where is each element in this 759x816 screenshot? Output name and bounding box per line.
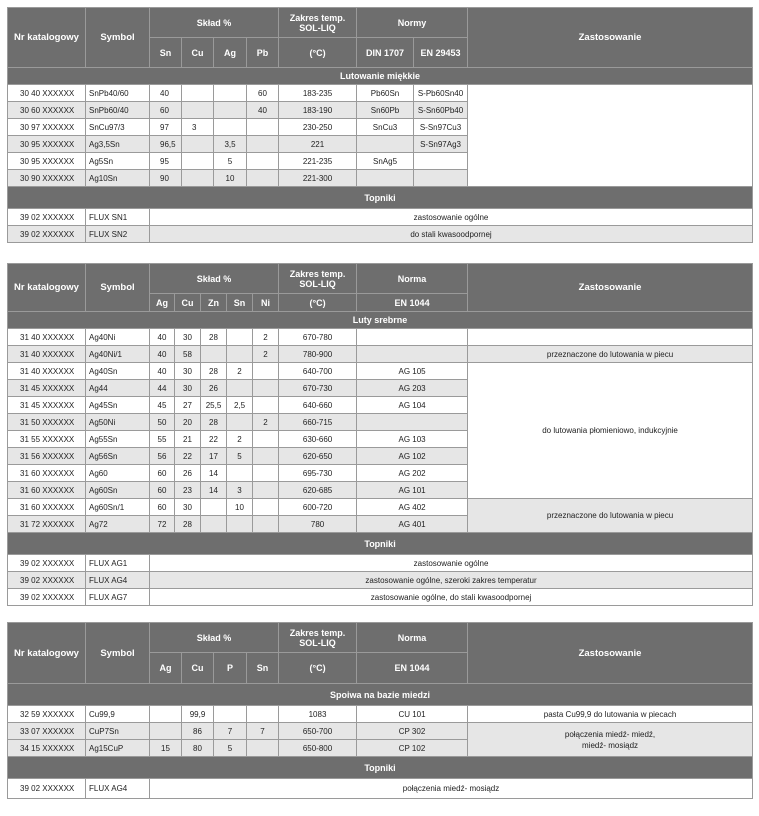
cell-temp: 695-730	[279, 465, 357, 482]
cell-use: zastosowanie ogólne, szeroki zakres temperatur	[150, 572, 753, 589]
cell-symbol: Cu99,9	[86, 706, 150, 723]
cell-norm: AG 101	[357, 482, 468, 499]
cell-norm	[357, 346, 468, 363]
cell-nr: 31 60 XXXXXX	[8, 482, 86, 499]
cell-nr: 31 45 XXXXXX	[8, 380, 86, 397]
cell-nr: 31 72 XXXXXX	[8, 516, 86, 533]
cell-temp: 230-250	[279, 119, 357, 136]
cell-symbol: SnPb40/60	[86, 85, 150, 102]
silver-solder-table	[7, 263, 753, 606]
cell-temp: 221-300	[279, 170, 357, 187]
cell-nr: 30 90 XXXXXX	[8, 170, 86, 187]
cell-value	[253, 448, 279, 465]
cell-norm: AG 203	[357, 380, 468, 397]
cell-symbol: Ag45Sn	[86, 397, 150, 414]
section-title: Spoiwa na bazie miedzi	[8, 684, 753, 706]
cell-nr: 39 02 XXXXXX	[8, 779, 86, 799]
cell-value: 90	[150, 170, 182, 187]
soft-solder-table	[7, 7, 753, 243]
cell-norm: SnAg5	[357, 153, 414, 170]
cell-symbol: Ag56Sn	[86, 448, 150, 465]
cell-temp: 670-780	[279, 329, 357, 346]
cell-value	[253, 465, 279, 482]
cell-value	[201, 516, 227, 533]
header-sub-sn: Sn	[150, 38, 182, 68]
header-zastosowanie: Zastosowanie	[468, 623, 753, 684]
cell-symbol: Ag40Sn	[86, 363, 150, 380]
cell-nr: 30 97 XXXXXX	[8, 119, 86, 136]
cell-norm: SnCu3	[357, 119, 414, 136]
cell-use: przeznaczone do lutowania w piecu	[468, 499, 753, 533]
cell-nr: 30 40 XXXXXX	[8, 85, 86, 102]
cell-temp: 600-720	[279, 499, 357, 516]
cell-nr: 30 95 XXXXXX	[8, 136, 86, 153]
table-row	[8, 589, 753, 606]
cell-value: 72	[150, 516, 175, 533]
cell-value: 50	[150, 414, 175, 431]
cell-value	[182, 85, 214, 102]
cell-symbol: Ag3,5Sn	[86, 136, 150, 153]
cell-value: 10	[227, 499, 253, 516]
cell-value: 7	[214, 723, 247, 740]
cell-value: 40	[247, 102, 279, 119]
cell-value: 21	[175, 431, 201, 448]
cell-nr: 31 50 XXXXXX	[8, 414, 86, 431]
cell-temp: 183-235	[279, 85, 357, 102]
cell-value	[227, 414, 253, 431]
cell-symbol: CuP7Sn	[86, 723, 150, 740]
cell-temp: 660-715	[279, 414, 357, 431]
cell-value	[247, 706, 279, 723]
cell-value: 60	[150, 102, 182, 119]
cell-nr: 39 02 XXXXXX	[8, 589, 86, 606]
cell-use: zastosowanie ogólne, do stali kwasoodpornej	[150, 589, 753, 606]
cell-value: 44	[150, 380, 175, 397]
cell-value: 60	[150, 499, 175, 516]
cell-value: 5	[214, 740, 247, 757]
cell-value: 30	[175, 499, 201, 516]
cell-value: 30	[175, 380, 201, 397]
cell-value: 96,5	[150, 136, 182, 153]
cell-value: 3	[182, 119, 214, 136]
cell-temp: 630-660	[279, 431, 357, 448]
cell-norm	[357, 170, 414, 187]
cell-value	[214, 119, 247, 136]
cell-value	[227, 516, 253, 533]
cell-value: 23	[175, 482, 201, 499]
cell-value	[214, 102, 247, 119]
cell-symbol: Ag5Sn	[86, 153, 150, 170]
table-row	[8, 363, 753, 380]
cell-norm: AG 104	[357, 397, 468, 414]
table-row	[8, 779, 753, 799]
cell-symbol: Ag44	[86, 380, 150, 397]
header-nr: Nr katalogowy	[8, 623, 86, 684]
cell-value: 26	[175, 465, 201, 482]
cell-value: 60	[247, 85, 279, 102]
cell-norm: AG 401	[357, 516, 468, 533]
header-zakres-line1: Zakres temp.	[289, 268, 346, 279]
cell-norm: CP 102	[357, 740, 468, 757]
cell-symbol: FLUX SN1	[86, 209, 150, 226]
cell-nr: 32 59 XXXXXX	[8, 706, 86, 723]
section-title: Topniki	[8, 757, 753, 779]
cell-use: przeznaczone do lutowania w piecu	[468, 346, 753, 363]
cell-value: 28	[201, 414, 227, 431]
cell-value: 5	[227, 448, 253, 465]
cell-value: 97	[150, 119, 182, 136]
cell-value	[201, 499, 227, 516]
header-sub-ag: Ag	[214, 38, 247, 68]
table-row	[8, 706, 753, 723]
header-unit: (°C)	[279, 38, 357, 68]
table-row	[8, 723, 753, 740]
cell-nr: 31 56 XXXXXX	[8, 448, 86, 465]
header-normy: Normy	[357, 8, 468, 38]
header-norma: Norma	[357, 623, 468, 653]
cell-value: 27	[175, 397, 201, 414]
header-symbol: Symbol	[86, 264, 150, 312]
cell-value: 2	[253, 346, 279, 363]
cell-symbol: Ag55Sn	[86, 431, 150, 448]
header-sub-ag: Ag	[150, 653, 182, 684]
header-norma: Norma	[357, 264, 468, 294]
cell-value: 7	[247, 723, 279, 740]
cell-nr: 34 15 XXXXXX	[8, 740, 86, 757]
header-en: EN 1044	[357, 294, 468, 312]
cell-value: 15	[150, 740, 182, 757]
cell-norm	[414, 153, 468, 170]
cell-value: 14	[201, 482, 227, 499]
cell-temp: 780-900	[279, 346, 357, 363]
cell-value: 2,5	[227, 397, 253, 414]
cell-value	[227, 465, 253, 482]
cell-use: do stali kwasoodpornej	[150, 226, 753, 243]
cell-value: 99,9	[182, 706, 214, 723]
cell-symbol: FLUX SN2	[86, 226, 150, 243]
cell-value: 55	[150, 431, 175, 448]
cell-value: 86	[182, 723, 214, 740]
cell-norm	[357, 329, 468, 346]
cell-norm: S-Sn60Pb40	[414, 102, 468, 119]
cell-temp: 620-685	[279, 482, 357, 499]
cell-norm	[357, 136, 414, 153]
cell-norm: CP 302	[357, 723, 468, 740]
cell-value	[214, 85, 247, 102]
cell-symbol: Ag50Ni	[86, 414, 150, 431]
cell-nr: 39 02 XXXXXX	[8, 572, 86, 589]
table-row	[8, 329, 753, 346]
header-zakres-line1: Zakres temp.	[289, 627, 346, 638]
header-zakres-line1: Zakres temp.	[289, 12, 346, 23]
copper-solder-table	[7, 622, 753, 799]
header-sub-ag: Ag	[150, 294, 175, 312]
cell-norm	[357, 414, 468, 431]
cell-norm: AG 102	[357, 448, 468, 465]
header-zakres-line2: SOL-LIQ	[299, 278, 336, 289]
cell-value	[253, 397, 279, 414]
cell-nr: 30 95 XXXXXX	[8, 153, 86, 170]
cell-use-empty	[468, 329, 753, 346]
header-sub-cu: Cu	[175, 294, 201, 312]
header-sklad: Skład %	[150, 264, 279, 294]
cell-symbol: Ag40Ni/1	[86, 346, 150, 363]
cell-temp: 640-700	[279, 363, 357, 380]
cell-norm: CU 101	[357, 706, 468, 723]
cell-value	[247, 153, 279, 170]
cell-symbol: FLUX AG4	[86, 779, 150, 799]
cell-value	[150, 706, 182, 723]
cell-value	[253, 516, 279, 533]
header-sub-p: P	[214, 653, 247, 684]
header-sub-cu: Cu	[182, 653, 214, 684]
cell-temp: 620-650	[279, 448, 357, 465]
cell-value: 2	[227, 363, 253, 380]
header-zakres	[279, 623, 357, 653]
cell-temp: 1083	[279, 706, 357, 723]
cell-value: 26	[201, 380, 227, 397]
cell-value: 28	[175, 516, 201, 533]
header-unit: (°C)	[279, 294, 357, 312]
header-sub-cu: Cu	[182, 38, 214, 68]
cell-value	[253, 380, 279, 397]
cell-nr: 31 55 XXXXXX	[8, 431, 86, 448]
cell-value: 40	[150, 85, 182, 102]
section-title: Lutowanie miękkie	[8, 68, 753, 85]
cell-value	[227, 329, 253, 346]
cell-use: pasta Cu99,9 do lutowania w piecach	[468, 706, 753, 723]
cell-temp: 221	[279, 136, 357, 153]
cell-value: 2	[227, 431, 253, 448]
cell-temp: 670-730	[279, 380, 357, 397]
cell-nr: 39 02 XXXXXX	[8, 209, 86, 226]
header-zakres-line2: SOL-LIQ	[299, 637, 336, 648]
cell-norm	[414, 170, 468, 187]
cell-symbol: Ag40Ni	[86, 329, 150, 346]
cell-symbol: Ag10Sn	[86, 170, 150, 187]
cell-value: 45	[150, 397, 175, 414]
header-zakres	[279, 8, 357, 38]
cell-value: 80	[182, 740, 214, 757]
cell-symbol: SnCu97/3	[86, 119, 150, 136]
cell-norm: Sn60Pb	[357, 102, 414, 119]
cell-value: 60	[150, 465, 175, 482]
cell-symbol: Ag60Sn/1	[86, 499, 150, 516]
cell-norm: AG 402	[357, 499, 468, 516]
cell-temp: 183-190	[279, 102, 357, 119]
cell-use	[468, 723, 753, 757]
cell-value	[182, 170, 214, 187]
cell-nr: 31 40 XXXXXX	[8, 329, 86, 346]
cell-value	[182, 136, 214, 153]
header-zastosowanie: Zastosowanie	[468, 8, 753, 68]
cell-norm: AG 103	[357, 431, 468, 448]
cell-value	[247, 119, 279, 136]
cell-nr: 31 60 XXXXXX	[8, 465, 86, 482]
cell-value	[253, 431, 279, 448]
cell-value	[247, 170, 279, 187]
cell-value	[253, 482, 279, 499]
table-row	[8, 209, 753, 226]
cell-value: 30	[175, 329, 201, 346]
cell-value: 20	[175, 414, 201, 431]
cell-temp: 221-235	[279, 153, 357, 170]
cell-value: 58	[175, 346, 201, 363]
cell-symbol: FLUX AG7	[86, 589, 150, 606]
cell-value: 25,5	[201, 397, 227, 414]
cell-temp: 640-660	[279, 397, 357, 414]
cell-norm: AG 202	[357, 465, 468, 482]
header-nr: Nr katalogowy	[8, 264, 86, 312]
cell-symbol: Ag60	[86, 465, 150, 482]
cell-value: 30	[175, 363, 201, 380]
header-zakres	[279, 264, 357, 294]
cell-value: 5	[214, 153, 247, 170]
section-title: Topniki	[8, 187, 753, 209]
cell-norm: AG 105	[357, 363, 468, 380]
cell-use-empty	[468, 85, 753, 187]
cell-value	[247, 136, 279, 153]
header-sub-sn: Sn	[227, 294, 253, 312]
table-row	[8, 499, 753, 516]
header-sub-sn: Sn	[247, 653, 279, 684]
header-en: EN 1044	[357, 653, 468, 684]
cell-use-line2: miedź- mosiądz	[582, 740, 639, 750]
cell-nr: 39 02 XXXXXX	[8, 555, 86, 572]
cell-value: 28	[201, 363, 227, 380]
cell-value: 28	[201, 329, 227, 346]
cell-temp: 650-800	[279, 740, 357, 757]
cell-value: 56	[150, 448, 175, 465]
header-symbol: Symbol	[86, 623, 150, 684]
cell-value: 10	[214, 170, 247, 187]
cell-value: 22	[175, 448, 201, 465]
cell-value	[182, 102, 214, 119]
cell-norm: S-Sn97Cu3	[414, 119, 468, 136]
header-nr: Nr katalogowy	[8, 8, 86, 68]
cell-value: 14	[201, 465, 227, 482]
cell-value	[150, 723, 182, 740]
cell-norm: Pb60Sn	[357, 85, 414, 102]
cell-symbol: FLUX AG1	[86, 555, 150, 572]
cell-value	[253, 363, 279, 380]
cell-value: 95	[150, 153, 182, 170]
cell-value: 2	[253, 329, 279, 346]
table-row	[8, 346, 753, 363]
cell-value: 40	[150, 346, 175, 363]
cell-norm: S-Sn97Ag3	[414, 136, 468, 153]
cell-norm: S-Pb60Sn40	[414, 85, 468, 102]
cell-use: do lutowania płomieniowo, indukcyjnie	[468, 363, 753, 499]
cell-value: 60	[150, 482, 175, 499]
cell-value: 3,5	[214, 136, 247, 153]
cell-temp: 650-700	[279, 723, 357, 740]
table-row	[8, 572, 753, 589]
cell-value	[201, 346, 227, 363]
header-zastosowanie: Zastosowanie	[468, 264, 753, 312]
header-sklad: Skład %	[150, 8, 279, 38]
cell-nr: 31 60 XXXXXX	[8, 499, 86, 516]
header-symbol: Symbol	[86, 8, 150, 68]
header-sub-ni: Ni	[253, 294, 279, 312]
cell-nr: 30 60 XXXXXX	[8, 102, 86, 119]
cell-value: 2	[253, 414, 279, 431]
cell-nr: 31 45 XXXXXX	[8, 397, 86, 414]
header-din: DIN 1707	[357, 38, 414, 68]
cell-symbol: FLUX AG4	[86, 572, 150, 589]
cell-use: zastosowanie ogólne	[150, 209, 753, 226]
cell-nr: 31 40 XXXXXX	[8, 346, 86, 363]
cell-value	[182, 153, 214, 170]
table-row	[8, 226, 753, 243]
cell-nr: 39 02 XXXXXX	[8, 226, 86, 243]
header-zakres-line2: SOL-LIQ	[299, 22, 336, 33]
cell-use: zastosowanie ogólne	[150, 555, 753, 572]
cell-value: 40	[150, 363, 175, 380]
cell-symbol: Ag72	[86, 516, 150, 533]
cell-value	[253, 499, 279, 516]
header-sub-zn: Zn	[201, 294, 227, 312]
cell-value: 40	[150, 329, 175, 346]
section-title: Topniki	[8, 533, 753, 555]
table-row	[8, 555, 753, 572]
table-row	[8, 85, 753, 102]
cell-value	[227, 346, 253, 363]
cell-nr: 31 40 XXXXXX	[8, 363, 86, 380]
cell-value: 3	[227, 482, 253, 499]
cell-value: 17	[201, 448, 227, 465]
header-en: EN 29453	[414, 38, 468, 68]
header-sklad: Skład %	[150, 623, 279, 653]
cell-value	[247, 740, 279, 757]
cell-value	[214, 706, 247, 723]
cell-nr: 33 07 XXXXXX	[8, 723, 86, 740]
cell-symbol: SnPb60/40	[86, 102, 150, 119]
cell-symbol: Ag15CuP	[86, 740, 150, 757]
cell-symbol: Ag60Sn	[86, 482, 150, 499]
cell-use-line1: połączenia miedź- miedź,	[564, 729, 656, 739]
cell-value	[227, 380, 253, 397]
cell-temp: 780	[279, 516, 357, 533]
header-unit: (°C)	[279, 653, 357, 684]
cell-use: połączenia miedź- mosiądz	[150, 779, 753, 799]
section-title: Luty srebrne	[8, 312, 753, 329]
cell-value: 22	[201, 431, 227, 448]
header-sub-pb: Pb	[247, 38, 279, 68]
